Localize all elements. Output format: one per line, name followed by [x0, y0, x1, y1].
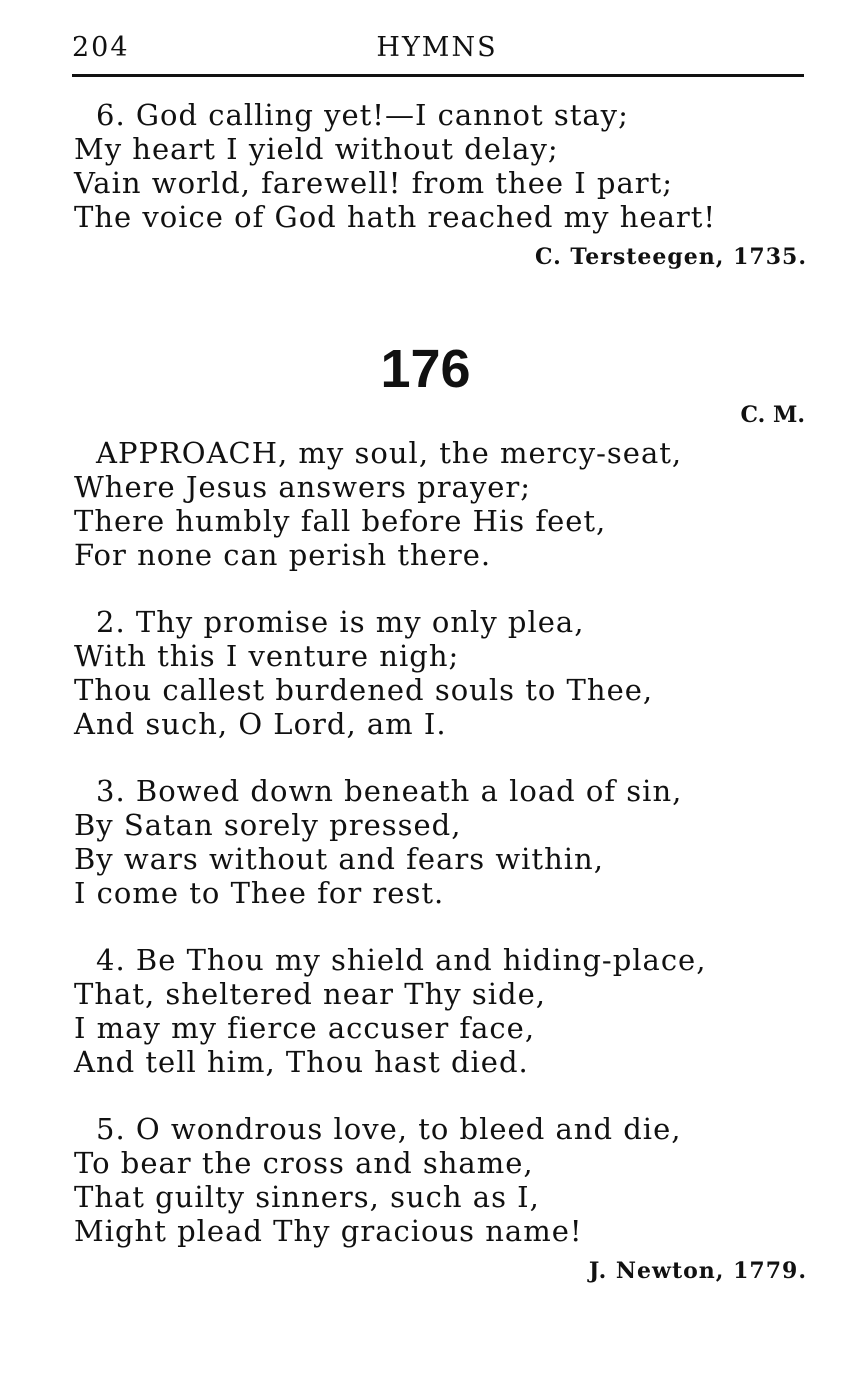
verse-line: That guilty sinners, such as I,: [74, 1180, 540, 1214]
verse-line: I may my fierce accuser face,: [74, 1011, 536, 1045]
running-title: HYMNS: [376, 32, 498, 63]
verse-line: 2. Thy promise is my only plea,: [96, 605, 585, 639]
previous-hymn-attribution: C. Tersteegen, 1735.: [534, 244, 807, 270]
verse-line: There humbly fall before His feet,: [74, 504, 607, 538]
verse-line: With this I venture nigh;: [74, 639, 460, 673]
verse-line: My heart I yield without delay;: [74, 132, 559, 166]
verse-line: For none can perish there.: [74, 538, 492, 572]
verse-line: That, sheltered near Thy side,: [74, 977, 546, 1011]
hymn-attribution: J. Newton, 1779.: [588, 1258, 807, 1284]
verse-line: And tell him, Thou hast died.: [74, 1045, 529, 1079]
verse-line: Where Jesus answers prayer;: [74, 470, 532, 504]
verse-line: 4. Be Thou my shield and hiding-place,: [96, 943, 707, 977]
stanza-5: [74, 1112, 814, 1248]
verse-line: By wars without and fears within,: [74, 842, 604, 876]
verse-line: I come to Thee for rest.: [74, 876, 445, 910]
hymn-number: 176: [380, 339, 471, 399]
stanza-2: [74, 605, 814, 741]
stanza-1: [74, 436, 814, 572]
verse-line: Thou callest burdened souls to Thee,: [74, 673, 654, 707]
verse-line: Might plead Thy gracious name!: [74, 1214, 583, 1248]
page-header: [72, 28, 802, 68]
verse-line: To bear the cross and shame,: [74, 1146, 534, 1180]
verse-line: APPROACH, my soul, the mercy-seat,: [96, 436, 683, 470]
stanza-4: [74, 943, 814, 1079]
header-rule: [72, 74, 804, 77]
verse-line: By Satan sorely pressed,: [74, 808, 462, 842]
previous-hymn-stanza-6: [74, 98, 814, 234]
verse-line: 5. O wondrous love, to bleed and die,: [96, 1112, 682, 1146]
verse-line: 3. Bowed down beneath a load of sin,: [96, 774, 683, 808]
verse-line: The voice of God hath reached my heart!: [74, 200, 717, 234]
verse-line: 6. God calling yet!—I cannot stay;: [96, 98, 629, 132]
stanza-3: [74, 774, 814, 910]
verse-line: And such, O Lord, am I.: [74, 707, 447, 741]
page-number: 204: [72, 32, 130, 63]
verse-line: Vain world, farewell! from thee I part;: [74, 166, 674, 200]
hymn-meter: C. M.: [740, 402, 805, 428]
